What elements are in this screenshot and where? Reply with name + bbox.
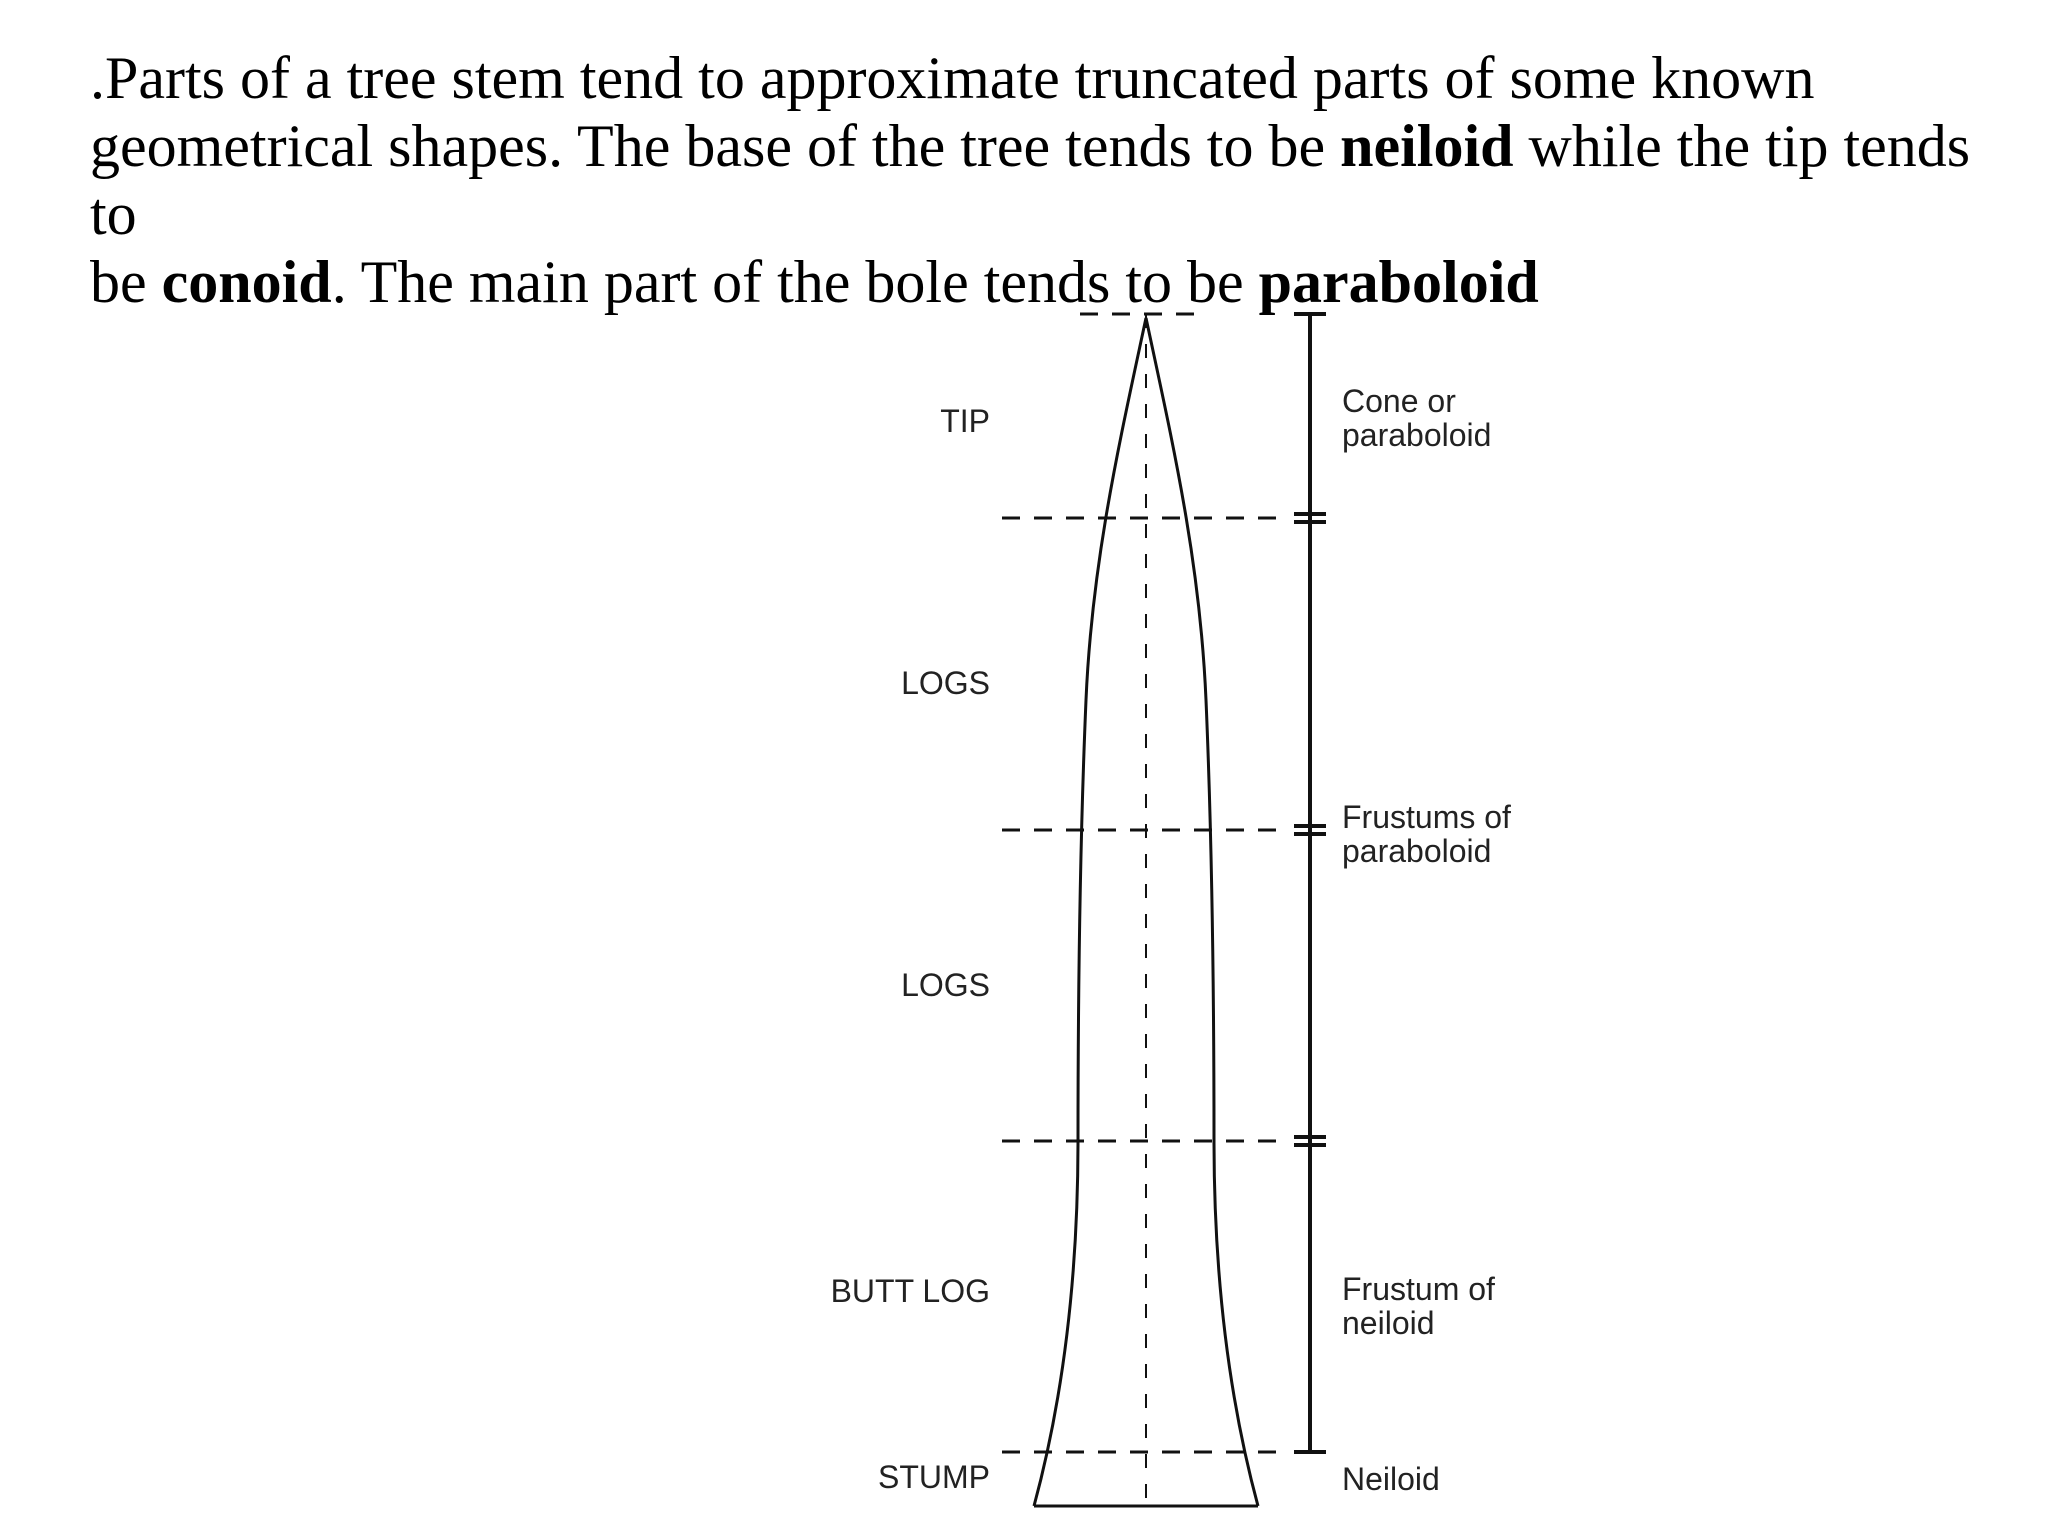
label-butt-shape-1: Frustum of	[1342, 1271, 1495, 1307]
intro-line-2c: while the tip tends to	[90, 113, 1971, 247]
label-stump: STUMP	[878, 1459, 990, 1495]
intro-line-1: .Parts of a tree stem tend to approximate truncated parts of some known	[90, 45, 1815, 111]
label-logs-shape-2: paraboloid	[1342, 833, 1492, 869]
label-tip-shape-1: Cone or	[1342, 383, 1456, 419]
intro-line-3a: be	[90, 249, 162, 315]
label-logs-upper: LOGS	[901, 665, 990, 701]
label-stump-shape: Neiloid	[1342, 1461, 1440, 1497]
label-logs-lower: LOGS	[901, 967, 990, 1003]
label-butt-log: BUTT LOG	[830, 1273, 990, 1309]
label-logs-shape-1: Frustums of	[1342, 799, 1511, 835]
label-butt-shape-2: neiloid	[1342, 1305, 1435, 1341]
term-neiloid: neiloid	[1340, 113, 1514, 179]
intro-line-2a: geometrical shapes. The base of the tree tends to be	[90, 113, 1341, 179]
stem-left-edge	[1034, 318, 1146, 1506]
intro-line-3c: . The main part of the bole tends to be	[331, 249, 1259, 315]
label-tip: TIP	[940, 403, 990, 439]
stem-right-edge	[1146, 318, 1258, 1506]
label-tip-shape-2: paraboloid	[1342, 417, 1492, 453]
term-conoid: conoid	[161, 249, 332, 315]
term-paraboloid: paraboloid	[1258, 249, 1539, 315]
